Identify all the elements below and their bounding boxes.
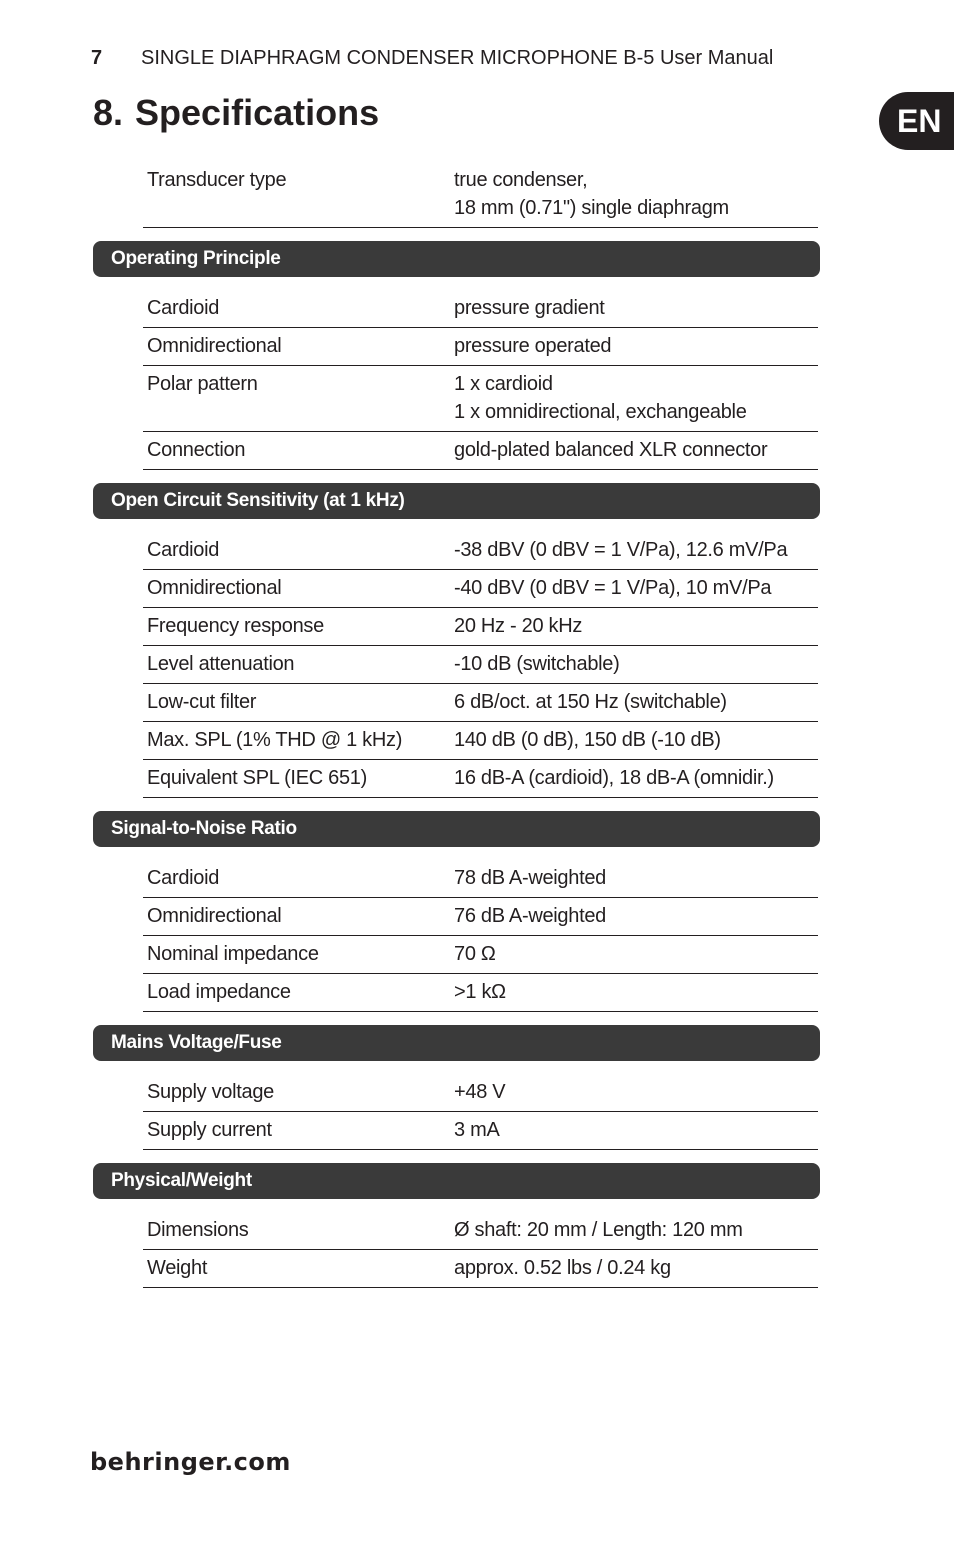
spec-row <box>143 1250 818 1288</box>
spec-row <box>143 328 818 366</box>
spec-value <box>454 978 818 1006</box>
spec-label: Nominal impedance <box>147 943 319 965</box>
spec-row <box>143 974 818 1012</box>
spec-row <box>143 722 818 760</box>
spec-value <box>454 294 818 322</box>
spec-row <box>143 1212 818 1250</box>
spec-value <box>454 332 818 360</box>
spec-label: Supply current <box>147 1119 272 1141</box>
spec-row <box>143 1112 818 1150</box>
spec-row <box>143 860 818 898</box>
section-number: 8. <box>93 92 124 133</box>
spec-value-line: 3 mA <box>454 1119 500 1141</box>
spec-value <box>454 1116 818 1144</box>
spec-value-line: approx. 0.52 lbs / 0.24 kg <box>454 1257 671 1279</box>
spec-row <box>143 646 818 684</box>
spec-label: Connection <box>147 439 246 461</box>
section-header: Mains Voltage/Fuse <box>93 1025 820 1061</box>
language-tab: EN <box>879 92 954 150</box>
spec-label: Polar pattern <box>147 373 258 395</box>
spec-label: Supply voltage <box>147 1081 275 1103</box>
spec-value-line: 70 Ω <box>454 943 496 965</box>
spec-value-line: 76 dB A-weighted <box>454 905 606 927</box>
section-title-text: Specifications <box>135 92 380 133</box>
spec-row <box>143 1074 818 1112</box>
spec-value <box>454 436 818 464</box>
spec-row <box>143 366 818 432</box>
spec-value-line: 78 dB A-weighted <box>454 867 606 889</box>
spec-value <box>454 574 818 602</box>
spec-value-line: 1 x cardioid <box>454 373 553 395</box>
spec-label: Weight <box>147 1257 208 1279</box>
spec-value-line: Ø shaft: 20 mm / Length: 120 mm <box>454 1219 743 1241</box>
spec-value-line: 1 x omnidirectional, exchangeable <box>454 401 747 423</box>
spec-value <box>454 1078 818 1106</box>
spec-value-line: 6 dB/oct. at 150 Hz (switchable) <box>454 691 727 713</box>
section-header: Open Circuit Sensitivity (at 1 kHz) <box>93 483 820 519</box>
spec-label: Cardioid <box>147 297 220 319</box>
spec-label: Transducer type <box>147 169 287 191</box>
page-header <box>91 47 773 70</box>
spec-value <box>454 726 818 754</box>
spec-value-line: -38 dBV (0 dBV = 1 V/Pa), 12.6 mV/Pa <box>454 539 788 561</box>
spec-value <box>454 1216 818 1244</box>
spec-value <box>454 940 818 968</box>
spec-label: Omnidirectional <box>147 905 282 927</box>
section-header: Physical/Weight <box>93 1163 820 1199</box>
spec-row <box>143 936 818 974</box>
spec-value <box>454 536 818 564</box>
spec-value-line: 18 mm (0.71") single diaphragm <box>454 197 729 219</box>
spec-value <box>454 650 818 678</box>
spec-row <box>143 570 818 608</box>
spec-value <box>454 864 818 892</box>
section-header: Operating Principle <box>93 241 820 277</box>
spec-row <box>143 898 818 936</box>
spec-label: Dimensions <box>147 1219 249 1241</box>
spec-value-line: gold-plated balanced XLR connector <box>454 439 768 461</box>
spec-value-line: +48 V <box>454 1081 506 1103</box>
spec-value-line: >1 kΩ <box>454 981 506 1003</box>
spec-row <box>143 162 818 228</box>
spec-value <box>454 612 818 640</box>
spec-value <box>454 166 818 222</box>
spec-value-line: true condenser, <box>454 169 588 191</box>
page-title <box>93 92 379 134</box>
spec-label: Omnidirectional <box>147 577 282 599</box>
spec-value-line: 140 dB (0 dB), 150 dB (-10 dB) <box>454 729 721 751</box>
specifications-table <box>0 162 954 1288</box>
spec-label: Equivalent SPL (IEC 651) <box>147 767 367 789</box>
spec-value-line: 20 Hz - 20 kHz <box>454 615 583 637</box>
spec-value <box>454 370 818 426</box>
spec-label: Omnidirectional <box>147 335 282 357</box>
spec-label: Max. SPL (1% THD @ 1 kHz) <box>147 729 403 751</box>
page-number: 7 <box>91 47 103 69</box>
spec-row <box>143 432 818 470</box>
spec-value-line: 16 dB-A (cardioid), 18 dB-A (omnidir.) <box>454 767 774 789</box>
behringer-logo: behringer.com <box>90 1448 291 1476</box>
spec-value-line: pressure gradient <box>454 297 605 319</box>
spec-value <box>454 764 818 792</box>
spec-value-line: pressure operated <box>454 335 612 357</box>
spec-value <box>454 688 818 716</box>
spec-value <box>454 1254 818 1282</box>
section-header: Signal-to-Noise Ratio <box>93 811 820 847</box>
spec-row <box>143 760 818 798</box>
spec-value-line: -10 dB (switchable) <box>454 653 620 675</box>
spec-row <box>143 290 818 328</box>
spec-label: Cardioid <box>147 539 220 561</box>
spec-label: Frequency response <box>147 615 324 637</box>
spec-row <box>143 684 818 722</box>
spec-value-line: -40 dBV (0 dBV = 1 V/Pa), 10 mV/Pa <box>454 577 772 599</box>
spec-row <box>143 608 818 646</box>
manual-title: SINGLE DIAPHRAGM CONDENSER MICROPHONE B-5 User Manual <box>141 47 774 69</box>
spec-row <box>143 532 818 570</box>
spec-value <box>454 902 818 930</box>
spec-label: Low-cut filter <box>147 691 257 713</box>
spec-label: Load impedance <box>147 981 291 1003</box>
spec-label: Cardioid <box>147 867 220 889</box>
spec-label: Level attenuation <box>147 653 295 675</box>
